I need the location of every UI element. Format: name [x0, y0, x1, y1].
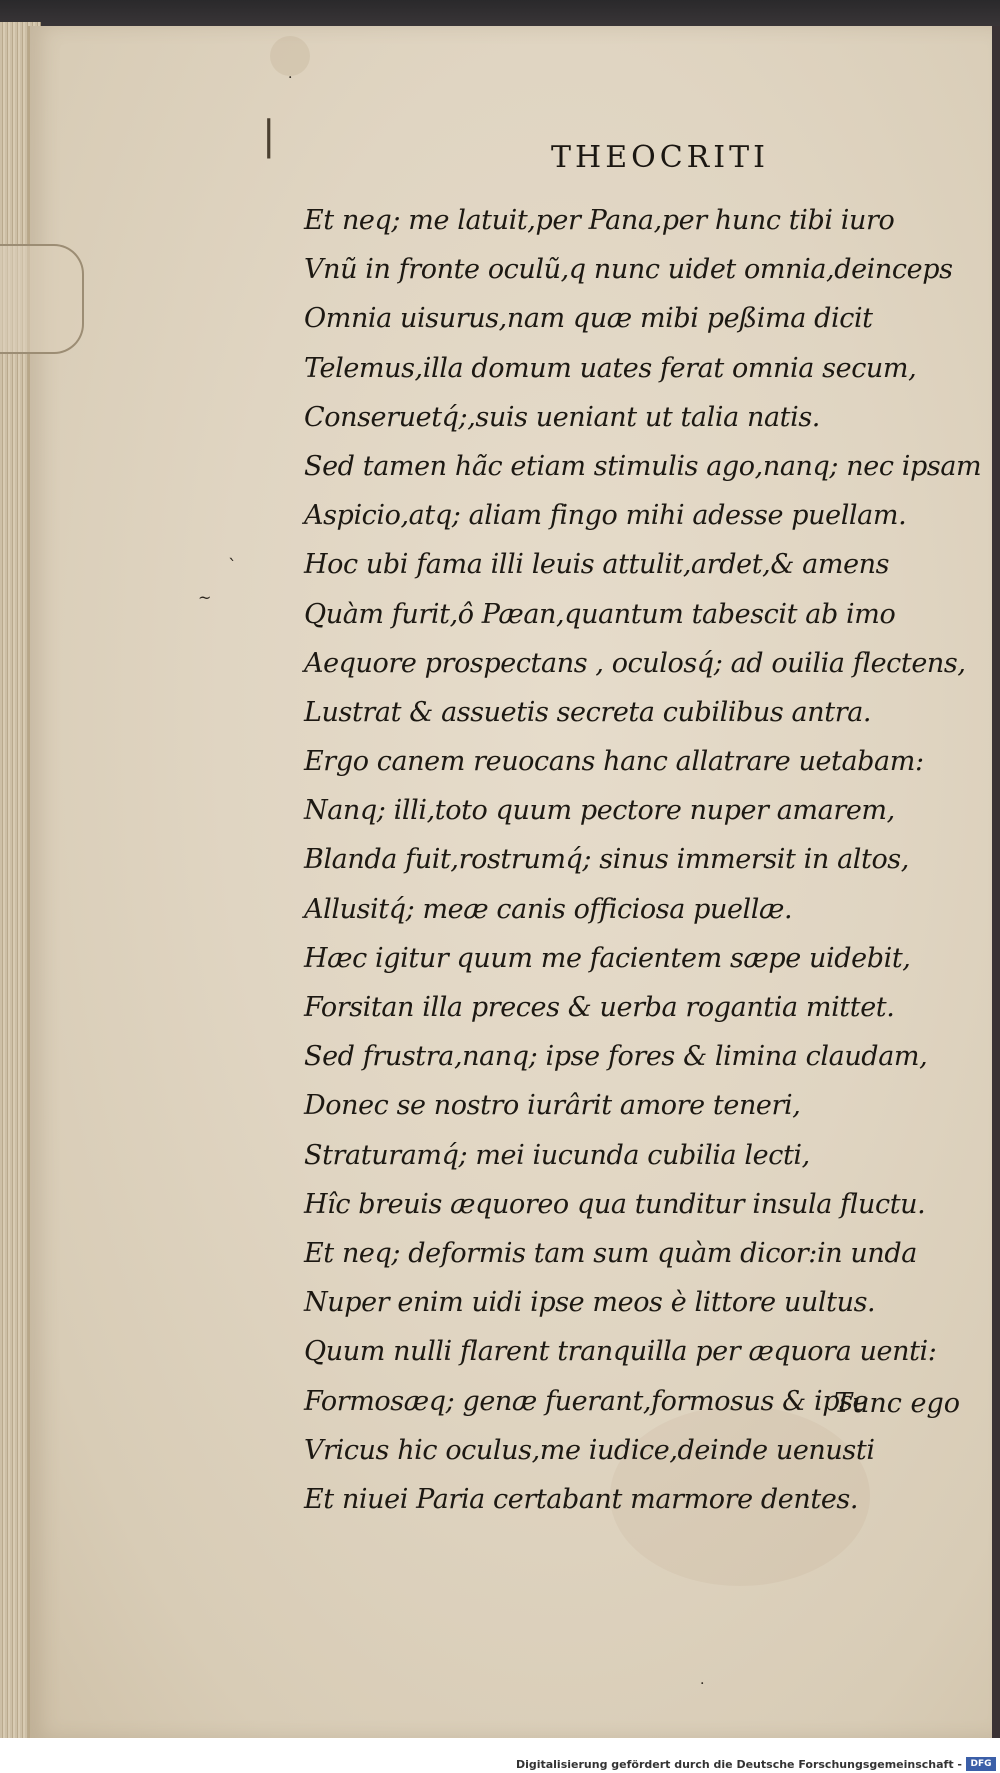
verse-line: Vricus hic oculus,me iudice,deinde uenusti: [304, 1434, 875, 1466]
verse-line: Vnũ in fronte oculũ,q nunc uidet omnia,deinceps: [304, 254, 953, 286]
ink-speck: ~: [198, 588, 212, 607]
verse-line: Sed tamen hãc etiam stimulis ago,nanq; nec ipsam: [304, 450, 982, 482]
page-right-edge: [992, 26, 1000, 1738]
verse-line: Donec se nostro iurârit amore teneri,: [304, 1090, 801, 1122]
verse-line: Nuper enim uidi ipse meos è littore uultus.: [304, 1287, 876, 1319]
digitization-credit: Digitalisierung gefördert durch die Deutsche Forschungsgemeinschaft -: [515, 1758, 962, 1771]
ink-stroke: |: [262, 113, 276, 159]
catchword: Tunc ego: [833, 1388, 960, 1419]
ink-speck: .: [700, 1672, 705, 1688]
verse-line: Hæc igitur quum me facientem sæpe uidebit,: [304, 942, 911, 974]
verse-block: [304, 196, 982, 1524]
dfg-logo: DFG: [966, 1757, 996, 1771]
verse-line: Et niuei Paria certabant marmore dentes.: [304, 1483, 859, 1515]
bookmark-tab: [0, 244, 84, 354]
verse-line: Et neq; me latuit,per Pana,per hunc tibi iuro: [304, 205, 895, 236]
verse-line: Allusitq́; meæ canis officiosa puellæ.: [304, 893, 793, 925]
ink-speck: `: [228, 556, 237, 577]
verse-line: Quum nulli flarent tranquilla per æquora uenti:: [304, 1336, 937, 1368]
verse-line: Formosæq; genæ fuerant,formosus & ipse: [304, 1385, 869, 1417]
verse-line: Telemus,illa domum uates ferat omnia secum,: [304, 352, 917, 384]
verse-line: Quàm furit,ô Pæan,quantum tabescit ab imo: [304, 598, 896, 630]
verse-line: Aequore prospectans , oculosq́; ad ouilia flectens,: [304, 647, 966, 679]
verse-line: Conseruetq́;,suis ueniant ut talia natis.: [304, 401, 820, 433]
verse-line: Nanq; illi,toto quum pectore nuper amarem,: [304, 795, 895, 827]
verse-line: Lustrat & assuetis secreta cubilibus antra.: [304, 696, 872, 728]
verse-line: Sed frustra,nanq; ipse fores & limina claudam,: [304, 1041, 928, 1073]
verse-line: Aspicio,atq; aliam fingo mihi adesse puellam.: [304, 500, 907, 532]
running-head: THEOCRITI: [551, 140, 769, 175]
verse-line: Omnia uisurus,nam quæ mibi peßima dicit: [304, 303, 873, 335]
verse-line: Hoc ubi fama illi leuis attulit,ardet,& amens: [304, 549, 890, 581]
verse-line: Hîc breuis æquoreo qua tunditur insula fluctu.: [304, 1188, 926, 1220]
verse-line: Ergo canem reuocans hanc allatrare uetabam:: [304, 746, 924, 778]
verse-line: Straturamq́; mei iucunda cubilia lecti,: [304, 1139, 810, 1171]
verse-line: Blanda fuit,rostrumq́; sinus immersit in altos,: [304, 844, 909, 876]
verse-line: Forsitan illa preces & uerba rogantia mittet.: [304, 992, 895, 1023]
verse-line: Et neq; deformis tam sum quàm dicor:in unda: [304, 1237, 917, 1269]
ink-speck: ·: [288, 70, 293, 86]
scan-top-background: [0, 0, 1000, 28]
